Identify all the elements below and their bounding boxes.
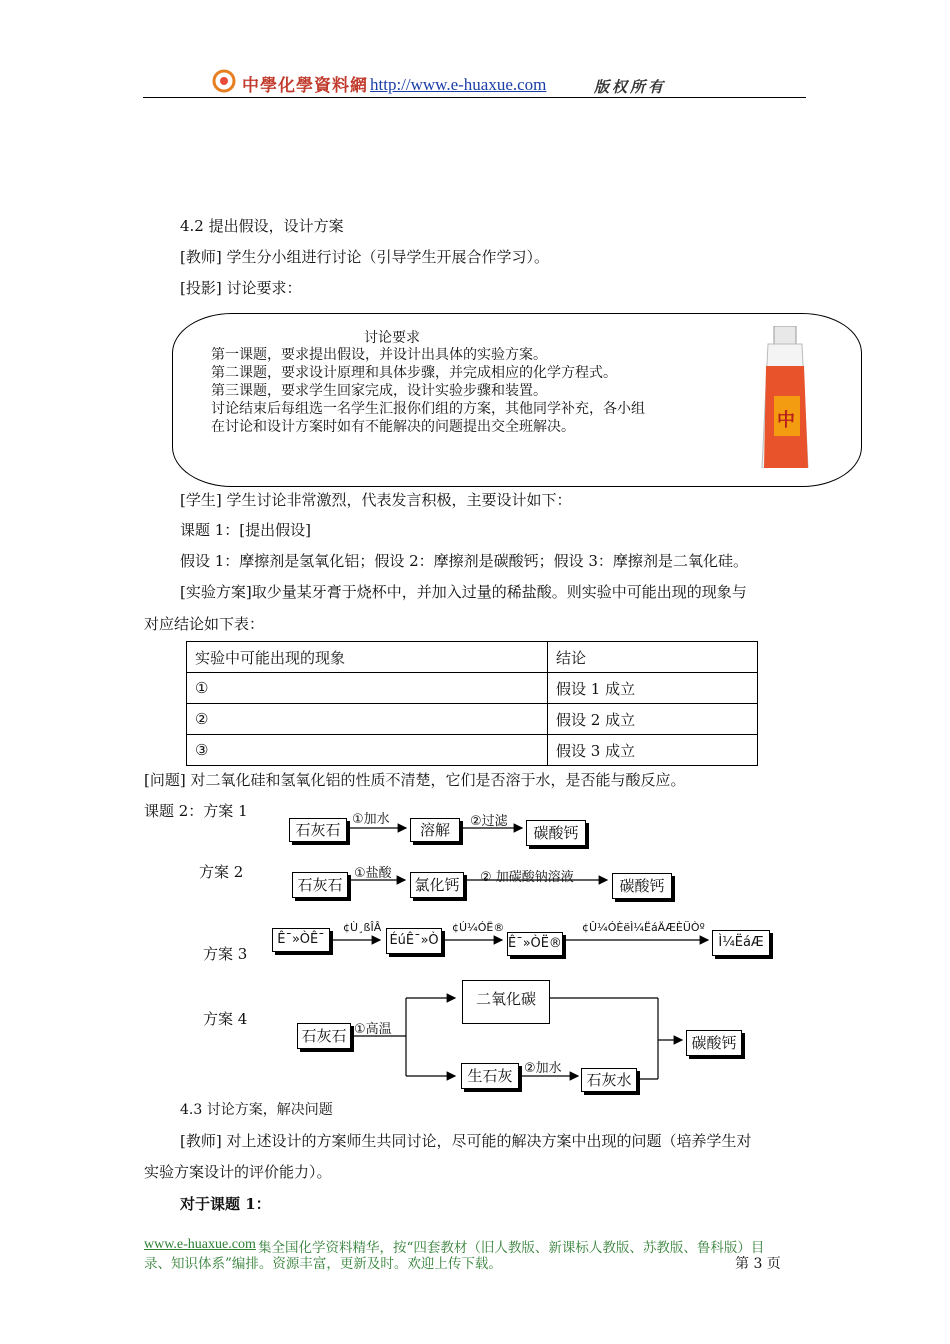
- header-url-link[interactable]: http://www.e-huaxue.com: [370, 75, 547, 94]
- plan1-box-limestone: 石灰石: [289, 818, 347, 842]
- plan4-box-quicklime: 生石灰: [461, 1063, 519, 1089]
- plan3-arrow-label: ¢Ù¸ßÎÂ: [343, 921, 382, 934]
- plan2-box-calcium-carbonate: 碳酸钙: [612, 873, 672, 899]
- plan1-arrow-label: ②过滤: [470, 814, 508, 829]
- section-4-3-title: 4.3 讨论方案，解决问题: [180, 1102, 333, 1118]
- table-cell: 假设 1 成立: [548, 673, 758, 704]
- topic1-heading: 课题 1：[提出假设]: [180, 521, 312, 539]
- plan3-box: ÉúÊ¯»Ò: [386, 928, 442, 954]
- plan-line-2: 对应结论如下表：: [144, 615, 265, 633]
- table-cell: ③: [187, 735, 548, 766]
- discussion-box-title: 讨论要求: [364, 330, 420, 346]
- plan3-arrow-label: ¢Ú¼ÓË®: [452, 921, 505, 934]
- table-header-cell: 结论: [548, 642, 758, 673]
- header-rights: 版权所有: [594, 78, 667, 96]
- logo-text: 中學化學資料網: [242, 76, 368, 96]
- plan2-box-calcium-chloride: 氯化钙: [410, 872, 464, 898]
- discussion-line: 在讨论和设计方案时如有不能解决的问题提出交全班解决。: [211, 419, 575, 435]
- question-line: [问题] 对二氧化硅和氢氧化铝的性质不清楚，它们是否溶于水，是否能与酸反应。: [144, 771, 686, 789]
- topic1-discussion-heading: 对于课题 1：: [180, 1195, 271, 1213]
- page-number: 第 3 页: [735, 1256, 781, 1272]
- section-4-3-teacher-line2: 实验方案设计的评价能力）。: [144, 1163, 332, 1181]
- plan1-arrow-label: ①加水: [352, 812, 390, 827]
- plan2-box-limestone: 石灰石: [292, 872, 348, 898]
- projection-line: [投影] 讨论要求：: [180, 279, 302, 297]
- student-line: [学生] 学生讨论非常激烈，代表发言积极，主要设计如下：: [180, 491, 572, 509]
- plan1-box-dissolve: 溶解: [410, 818, 460, 842]
- plan4-box-calcium-carbonate: 碳酸钙: [686, 1030, 742, 1056]
- plan4-box-limestone: 石灰石: [297, 1023, 351, 1049]
- discussion-line: 第一课题，要求提出假设，并设计出具体的实验方案。: [211, 347, 547, 363]
- plan2-arrow-label: ② 加碳酸钠溶液: [480, 870, 574, 885]
- footer-text-line2: 录、知识体系”编排。资源丰富，更新及时。欢迎上传下载。: [144, 1256, 502, 1272]
- svg-text:中: 中: [777, 410, 795, 431]
- plan3-box: Ê¯»ÒË®: [507, 932, 563, 956]
- plan4-box-carbon-dioxide: 二氧化碳: [462, 980, 550, 1024]
- discussion-line: 第二课题，要求设计原理和具体步骤，并完成相应的化学方程式。: [211, 365, 617, 381]
- section-4-2-title: 4.2 提出假设，设计方案: [180, 217, 344, 235]
- footer-url-link[interactable]: www.e-huaxue.com: [144, 1237, 256, 1252]
- table-cell: 假设 3 成立: [548, 735, 758, 766]
- plan4-label: 方案 4: [203, 1010, 248, 1028]
- plan2-label: 方案 2: [199, 863, 244, 881]
- plan4-arrow-label: ①高温: [354, 1022, 392, 1037]
- table-cell: ①: [187, 673, 548, 704]
- table-cell: 假设 2 成立: [548, 704, 758, 735]
- plan4-box-limewater: 石灰水: [581, 1068, 637, 1092]
- plan3-arrow-label: ¢Û¼ÓÈëÌ¼ËáÄÆÈÜÒº: [582, 921, 705, 934]
- plan2-arrow-label: ①盐酸: [354, 866, 392, 881]
- topic2-label: 课题 2：方案 1: [144, 802, 248, 820]
- discussion-line: 讨论结束后每组选一名学生汇报你们组的方案，其他同学补充，各小组: [211, 401, 645, 417]
- table-cell: ②: [187, 704, 548, 735]
- section-4-3-teacher-line1: [教师] 对上述设计的方案师生共同讨论，尽可能的解决方案中出现的问题（培养学生对: [180, 1132, 752, 1150]
- plan1-box-calcium-carbonate: 碳酸钙: [526, 820, 586, 846]
- plan3-box: Ê¯»ÒÊ¯: [272, 928, 330, 952]
- discussion-line: 第三课题，要求学生回家完成，设计实验步骤和装置。: [211, 383, 547, 399]
- footer-text-line1: 集全国化学资料精华，按“四套教材（旧人教版、新课标人教版、苏教版、鲁科版）目: [258, 1240, 765, 1256]
- plan3-label: 方案 3: [203, 945, 248, 963]
- hypotheses-line: 假设 1：摩擦剂是氢氧化铝；假设 2：摩擦剂是碳酸钙；假设 3：摩擦剂是二氧化硅。: [180, 552, 748, 570]
- table-header-cell: 实验中可能出现的现象: [187, 642, 548, 673]
- teacher-line: [教师] 学生分小组进行讨论（引导学生开展合作学习）。: [180, 248, 549, 266]
- plan-line-1: [实验方案]取少量某牙膏于烧杯中，并加入过量的稀盐酸。则实验中可能出现的现象与: [180, 583, 747, 601]
- plan4-arrow-label: ②加水: [524, 1061, 562, 1076]
- plan3-box: Ì¼ËáÆ: [712, 930, 770, 956]
